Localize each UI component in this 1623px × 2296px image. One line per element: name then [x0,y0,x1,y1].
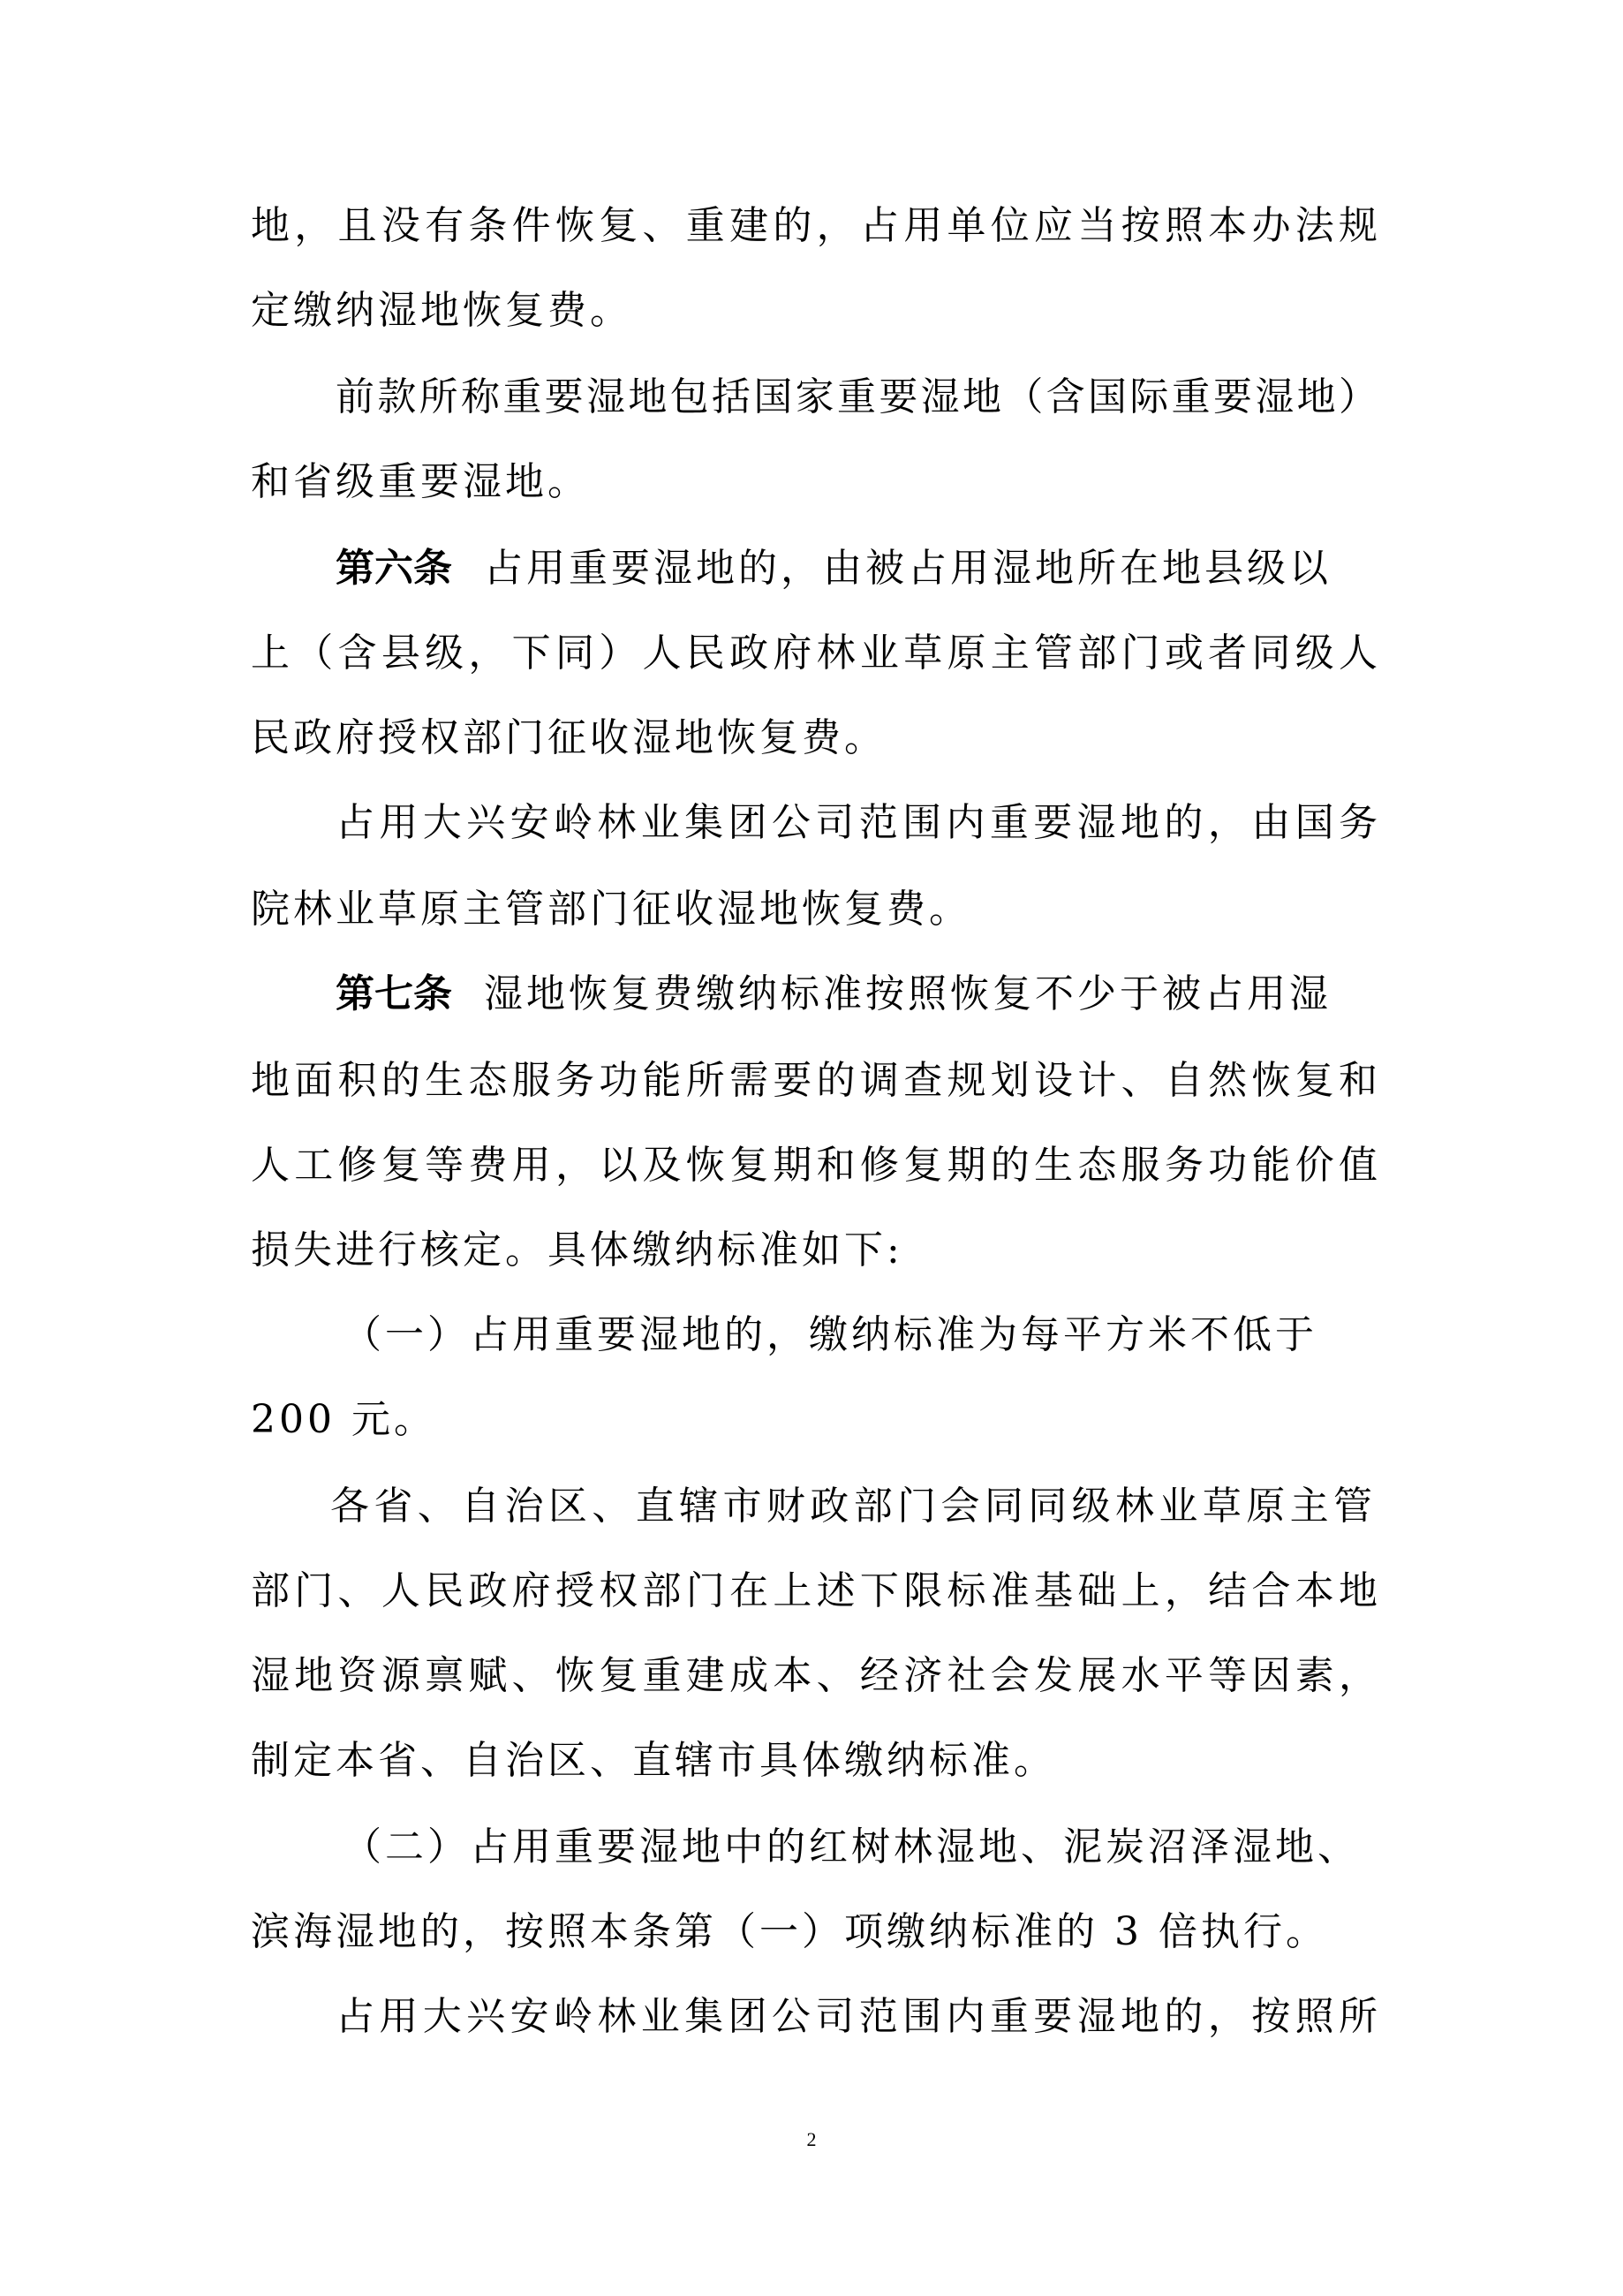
text-line: 人工修复等费用，以及恢复期和修复期的生态服务功能价值 [251,1143,1378,1188]
text-line: 和省级重要湿地。 [251,459,590,504]
text-line: 200 元。 [251,1397,436,1442]
article-7-line [336,970,1332,1019]
text-line: 上（含县级，下同）人民政府林业草原主管部门或者同级人 [251,631,1378,676]
article-6-heading: 第六条 [336,546,452,591]
article-6-line [336,544,1332,593]
text-line: 前款所称重要湿地包括国家重要湿地（含国际重要湿地） [336,374,1378,419]
text-line: 占用大兴安岭林业集团公司范围内重要湿地的，按照所 [336,1994,1378,2039]
text-line: 滨海湿地的，按照本条第（一）项缴纳标准的 3 倍执行。 [251,1909,1328,1954]
text-line: 地面积的生态服务功能所需要的调查规划设计、自然恢复和 [251,1058,1378,1103]
text-line: 院林业草原主管部门征收湿地恢复费。 [251,887,971,932]
text-segment: 占用重要湿地的，由被占用湿地所在地县级以 [483,546,1332,591]
text-line: 湿地资源禀赋、恢复重建成本、经济社会发展水平等因素， [251,1653,1378,1698]
text-line: 各省、自治区、直辖市财政部门会同同级林业草原主管 [330,1484,1372,1529]
page-number: 2 [806,2128,817,2150]
text-line: （二）占用重要湿地中的红树林湿地、泥炭沼泽湿地、 [343,1824,1360,1869]
text-segment: 湿地恢复费缴纳标准按照恢复不少于被占用湿 [483,971,1332,1016]
text-line: 制定本省、自治区、直辖市具体缴纳标准。 [251,1738,1056,1783]
text-line: 民政府授权部门征收湿地恢复费。 [251,715,887,760]
text-line: （一）占用重要湿地的，缴纳标准为每平方米不低于 [343,1312,1317,1357]
text-line: 地，且没有条件恢复、重建的，占用单位应当按照本办法规 [251,203,1378,248]
text-line: 部门、人民政府授权部门在上述下限标准基础上，结合本地 [251,1568,1378,1613]
article-7-heading: 第七条 [336,971,452,1016]
text-line: 损失进行核定。具体缴纳标准如下: [251,1227,903,1273]
text-line: 定缴纳湿地恢复费。 [251,288,632,333]
text-line: 占用大兴安岭林业集团公司范围内重要湿地的，由国务 [336,800,1378,845]
